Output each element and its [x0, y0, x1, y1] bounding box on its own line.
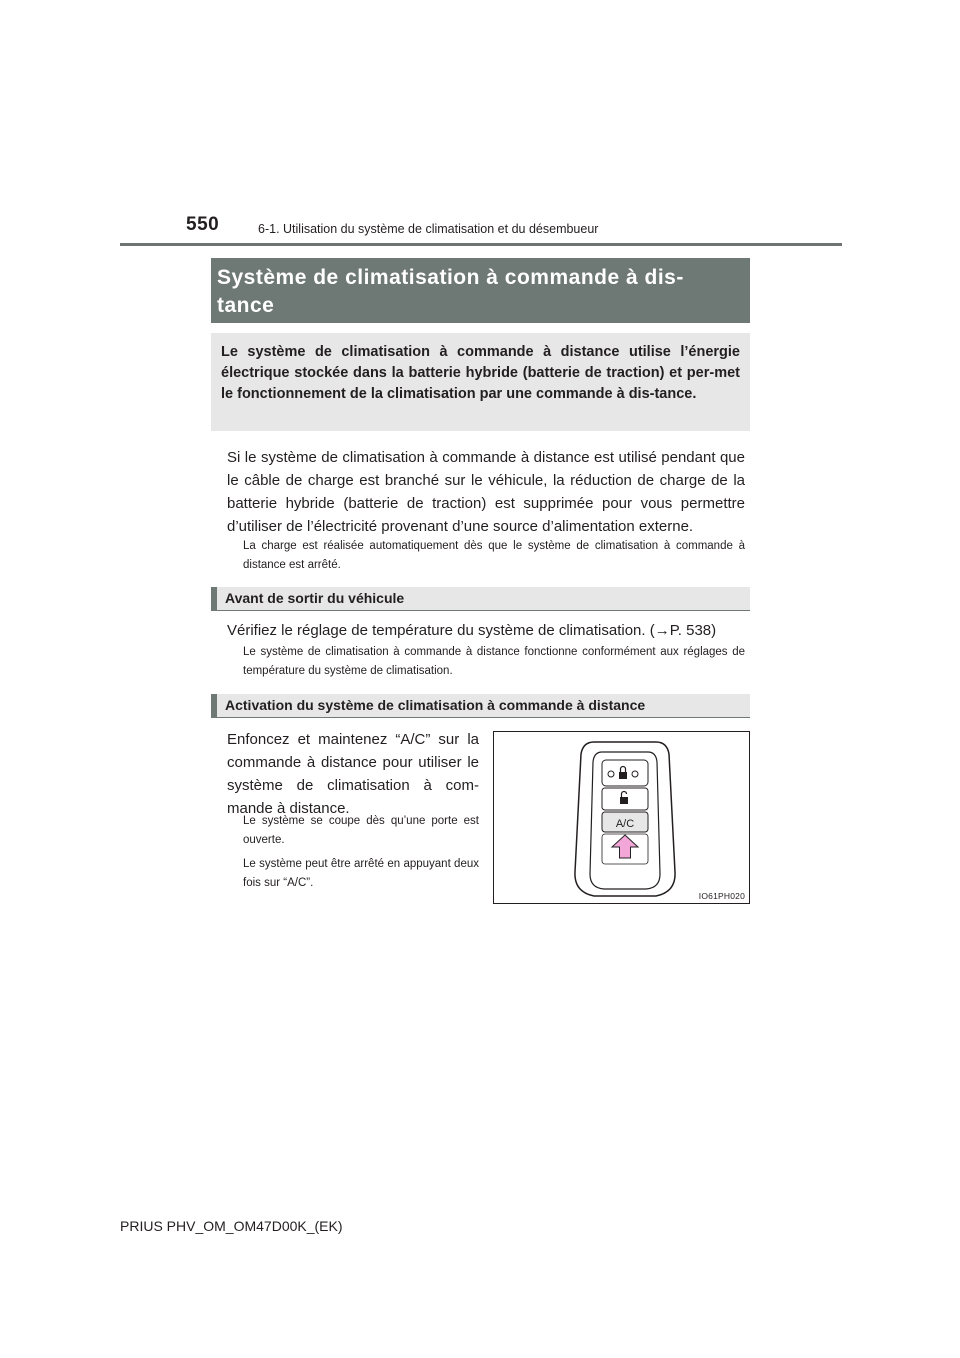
page-title-line-1: Système de climatisation à commande à dis-: [217, 266, 684, 289]
note-door-opened: Le système se coupe dès qu’une porte est ouverte.: [243, 815, 479, 846]
intro-summary: Le système de climatisation à commande à distance utilise l’énergie électrique stockée dans la batterie hybride (batterie de traction) et per-met le fonctionnement de la climatisation par une commande à dis-tance.: [211, 333, 750, 431]
section-heading-before-leaving: Avant de sortir du véhicule: [211, 587, 750, 611]
page-title-line-2: tance: [217, 294, 275, 317]
note-temperature-settings: Le système de climatisation à commande à distance fonctionne conformément aux réglages de température du système de climatisation.: [243, 646, 745, 677]
section-heading-activation: Activation du système de climatisation à commande à distance: [211, 694, 750, 718]
smart-key-illustration: [494, 732, 749, 903]
note-charging: La charge est réalisée automatiquement dès que le système de climatisation à commande à distance est arrêté.: [243, 540, 745, 571]
body-paragraph-check-temperature: Vérifiez le réglage de température du système de climatisation. (→P. 538): [227, 622, 717, 639]
header-divider: [120, 243, 842, 246]
note-press-twice: Le système peut être arrêté en appuyant deux fois sur “A/C”.: [243, 858, 479, 889]
figure-code: IO61PH020: [698, 891, 745, 901]
ac-button-label: A/C: [615, 818, 635, 830]
body-paragraph-charging: Si le système de climatisation à commande à distance est utilisé pendant que le câble de charge est branché sur le véhicule, la réduction de charge de la batterie hybride (batterie de traction) est supprimée pour vous permettre d’utiliser de l’électricité provenant d’une source d’alimentation externe.: [227, 449, 745, 535]
document-code: PRIUS PHV_OM_OM47D00K_(EK): [120, 1218, 343, 1234]
remote-key-figure: [493, 731, 750, 904]
page-number: 550: [186, 214, 220, 235]
body-paragraph-activation: Enfoncez et maintenez “A/C” sur la commande à distance pour utiliser le système de climatisation à com-mande à distance.: [227, 731, 479, 817]
chapter-header: 6-1. Utilisation du système de climatisation et du désembueur: [258, 222, 599, 236]
section-title-band: [211, 258, 750, 323]
